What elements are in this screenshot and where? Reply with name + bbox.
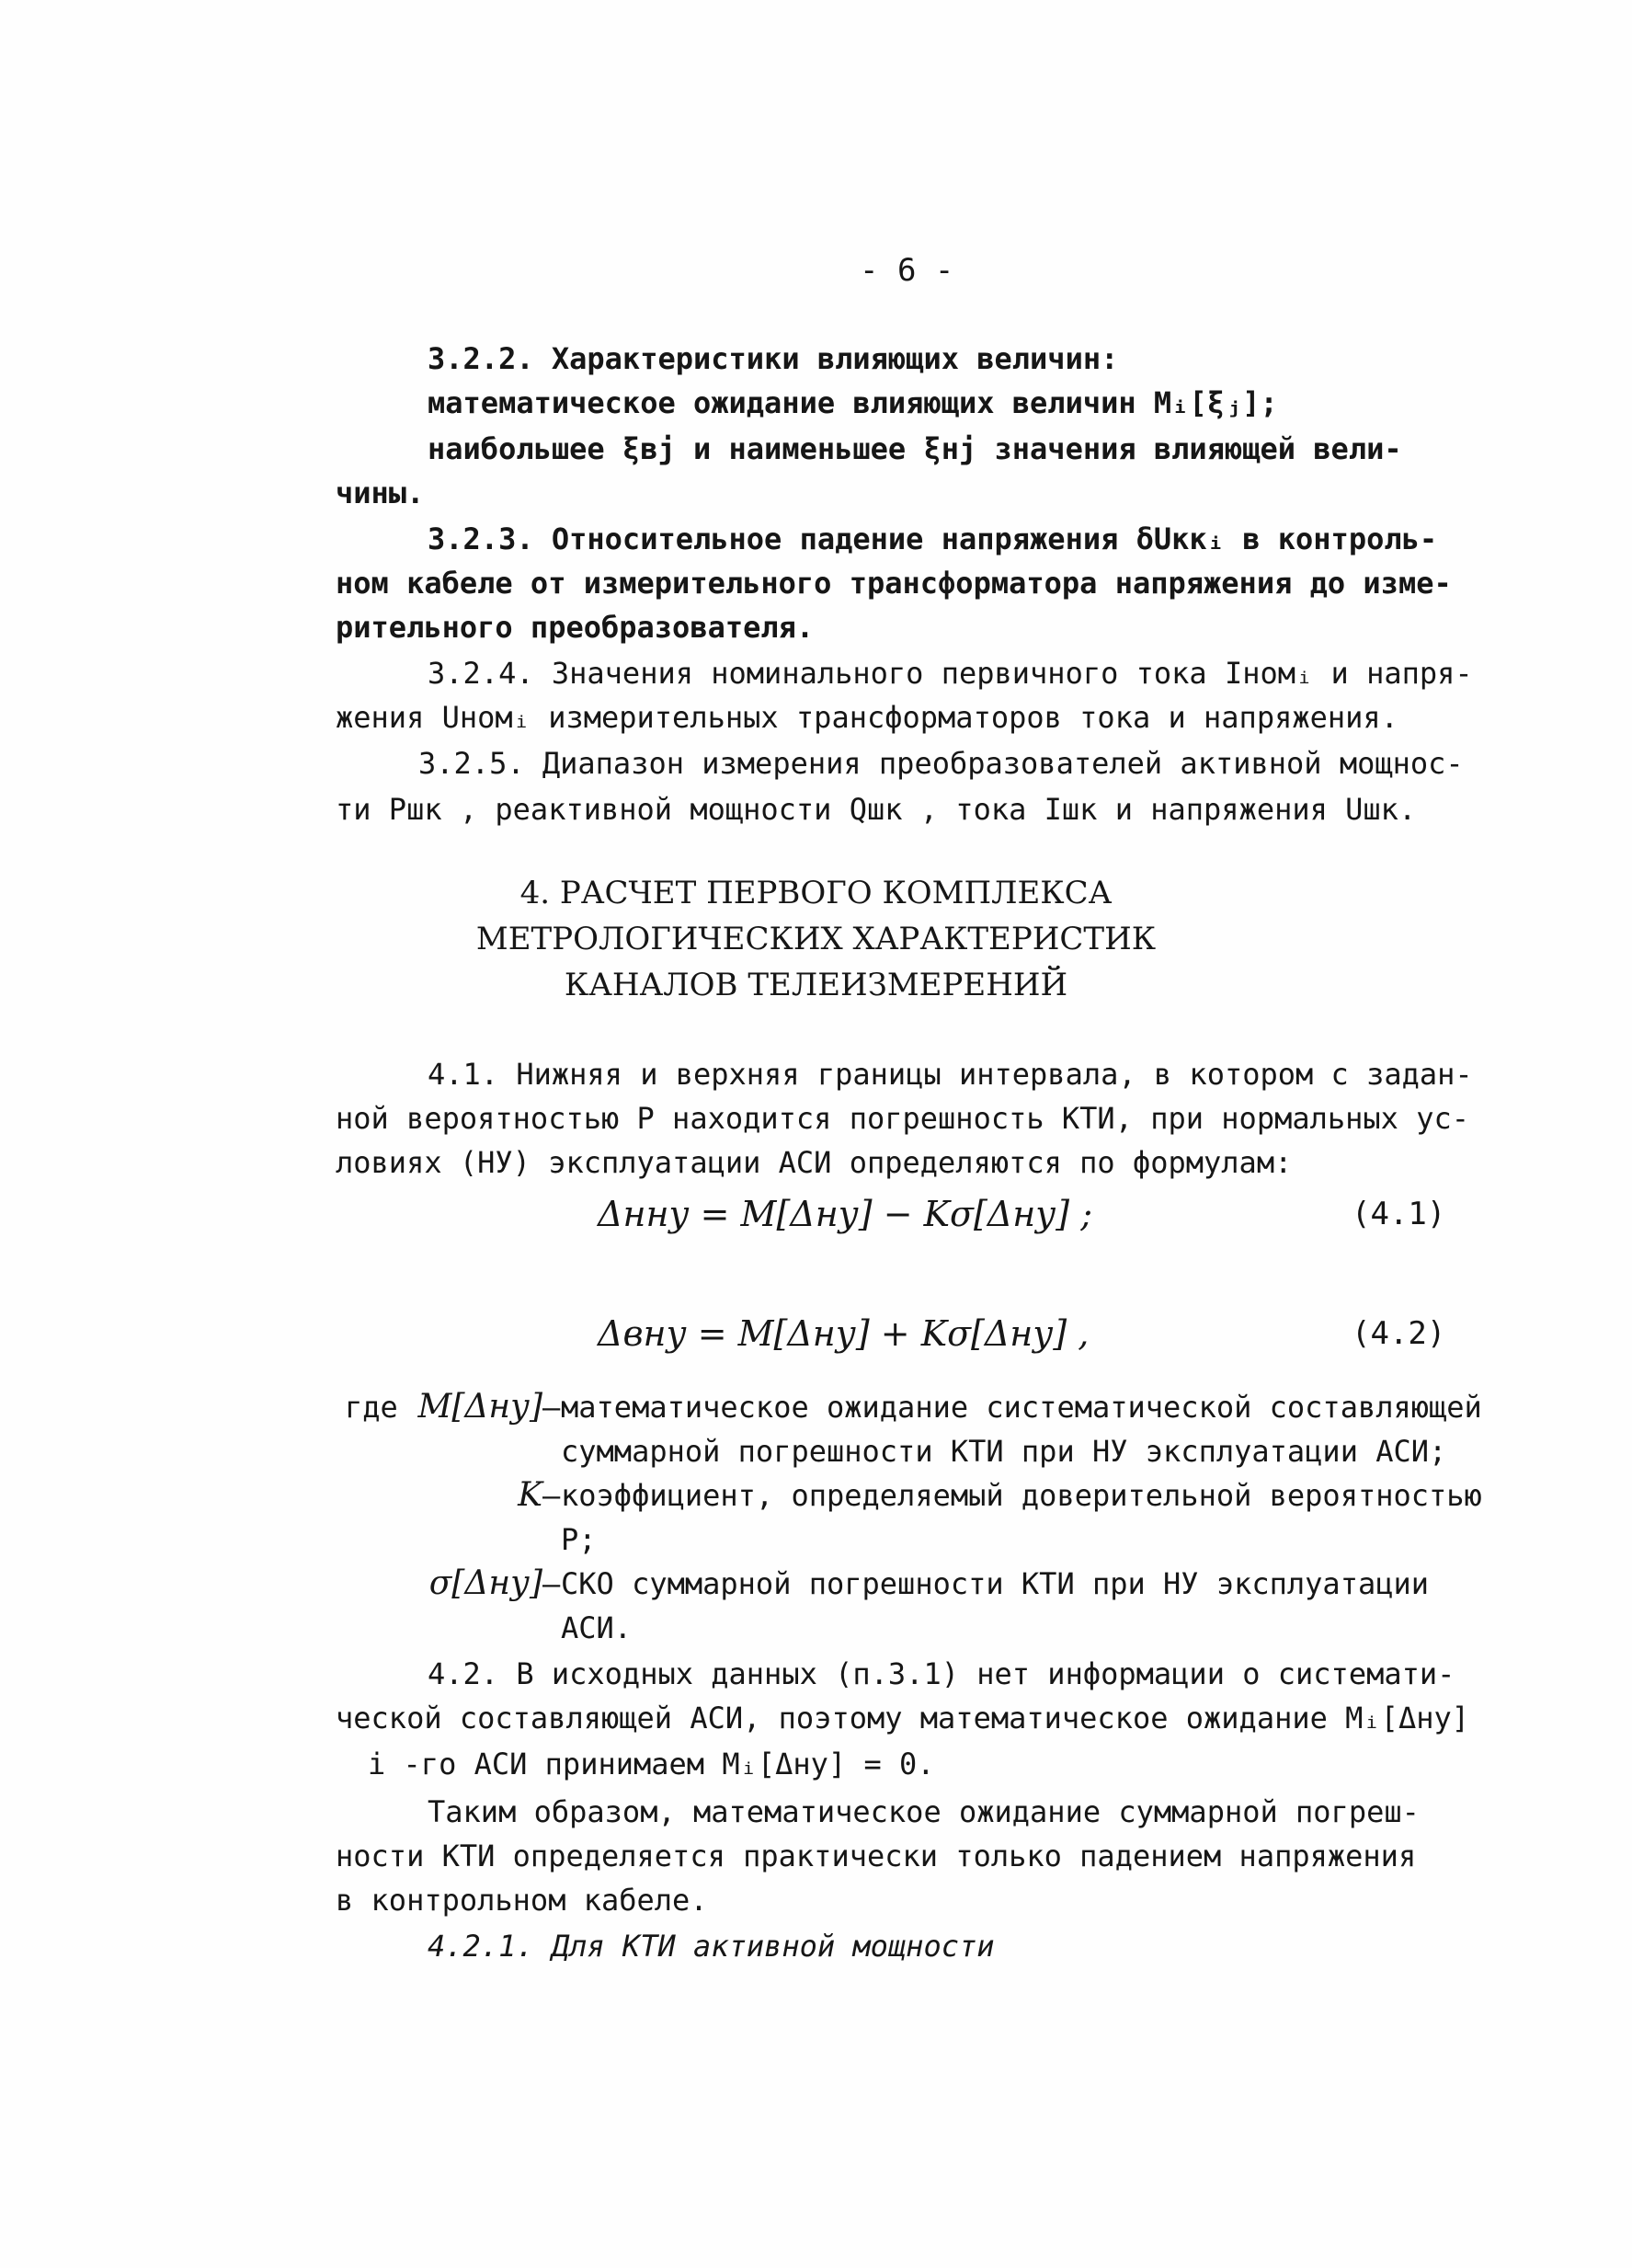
para-3-2-3-line-2: ном кабеле от измерительного трансформатора напряжения до изме-: [336, 566, 1452, 601]
para-4-1-line-1: 4.1. Нижняя и верхняя границы интервала, в котором с задан-: [428, 1057, 1473, 1092]
definition-expectation-line-2: суммарной погрешности КТИ при НУ эксплуатации АСИ;: [561, 1434, 1447, 1469]
para-4-2-line-2: ческой составляющей АСИ, поэтому математическое ожидание Mᵢ[Δну]: [336, 1701, 1469, 1735]
section-heading-line-2: МЕТРОЛОГИЧЕСКИХ ХАРАКТЕРИСТИК: [475, 921, 1157, 957]
para-3-2-4-line-1: 3.2.4. Значения номинального первичного тока Iномᵢ и напря-: [428, 656, 1473, 691]
section-heading-line-1: 4. РАСЧЕТ ПЕРВОГО КОМПЛЕКСА: [519, 875, 1113, 911]
definition-expectation-line-1: математическое ожидание систематической составляющей: [561, 1390, 1482, 1425]
definition-dash: –: [542, 1478, 561, 1513]
para-3-2-4-line-2: жения Uномᵢ измерительных трансформаторов тока и напряжения.: [336, 700, 1398, 735]
para-3-2-2-line-2: наибольшее ξвj и наименьшее ξнj значения влияющей вели-: [428, 431, 1402, 466]
where-label: где: [345, 1390, 398, 1425]
para-thus-line-3: в контрольном кабеле.: [336, 1883, 708, 1918]
formula-4-2: Δвну = M[Δну] + Kσ[Δну] ,: [598, 1313, 1090, 1354]
section-heading-line-3: КАНАЛОВ ТЕЛЕИЗМЕРЕНИЙ: [564, 967, 1068, 1003]
formula-4-1: Δнну = M[Δну] − Kσ[Δну] ;: [598, 1194, 1092, 1234]
para-thus-line-1: Таким образом, математическое ожидание суммарной погреш-: [428, 1794, 1420, 1829]
para-3-2-2-line-3: чины.: [336, 475, 425, 510]
definition-k-line-2: P;: [561, 1522, 597, 1557]
definition-term-k: K: [518, 1476, 542, 1514]
para-3-2-5-line-2: ти Pшк , реактивной мощности Qшк , тока Iшк и напряжения Uшк.: [336, 792, 1417, 827]
para-4-2-1: 4.2.1. Для КТИ активной мощности: [428, 1929, 995, 1964]
formula-4-1-number: (4.1): [1352, 1196, 1446, 1232]
para-3-2-3-line-3: рительного преобразователя.: [336, 610, 815, 645]
definition-sko-line-1: СКО суммарной погрешности КТИ при НУ эксплуатации: [561, 1566, 1430, 1601]
para-4-1-line-3: ловиях (НУ) эксплуатации АСИ определяются по формулам:: [336, 1145, 1293, 1180]
definition-term-expectation: M[Δну]: [417, 1388, 542, 1426]
para-3-2-2-line-1: математическое ожидание влияющих величин Mᵢ[ξⱼ];: [428, 385, 1278, 420]
definition-sko-line-2: АСИ.: [561, 1610, 633, 1645]
para-3-2-5-line-1: 3.2.5. Диапазон измерения преобразователей активной мощнос-: [418, 746, 1464, 781]
para-4-2-line-1: 4.2. В исходных данных (п.3.1) нет информации о системати-: [428, 1656, 1455, 1691]
definition-dash: –: [542, 1566, 561, 1601]
para-thus-line-2: ности КТИ определяется практически только падением напряжения: [336, 1838, 1417, 1873]
definition-dash: –: [542, 1390, 561, 1425]
para-3-2-2-title: 3.2.2. Характеристики влияющих величин:: [428, 341, 1119, 376]
definition-k-line-1: коэффициент, определяемый доверительной вероятностью: [561, 1478, 1482, 1513]
page-number: - 6 -: [860, 252, 954, 289]
formula-4-2-number: (4.2): [1352, 1315, 1446, 1352]
para-3-2-3-line-1: 3.2.3. Относительное падение напряжения δUккᵢ в контроль-: [428, 521, 1438, 556]
para-4-2-line-3: i -го АСИ принимаем Mᵢ[Δну] = 0.: [368, 1747, 935, 1781]
definition-term-sko: σ[Δну]: [428, 1564, 542, 1602]
para-4-1-line-2: ной вероятностью Р находится погрешность КТИ, при нормальных ус-: [336, 1101, 1469, 1136]
